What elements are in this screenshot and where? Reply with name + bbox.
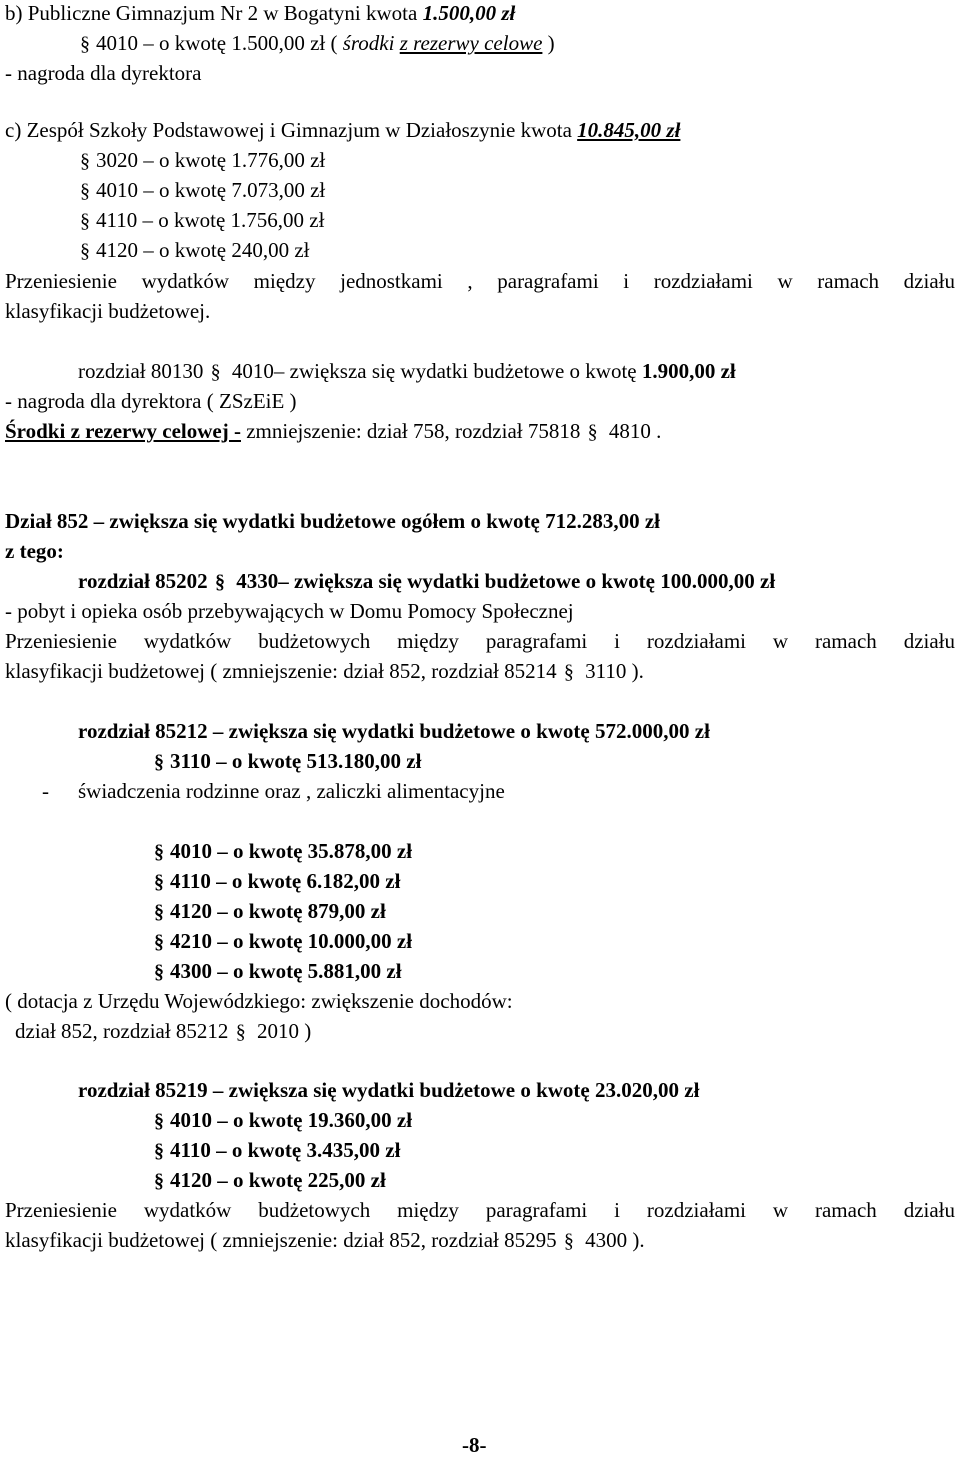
paragraph-icon: § [80,210,90,232]
list-item: § 4110 – o kwotę 3.435,00 zł [154,1138,401,1162]
paragraph-icon: § [154,901,164,923]
paragraph-icon: § [154,751,164,773]
paragraph-icon: § [80,240,90,262]
rozdzial-85212-note: świadczenia rodzinne oraz , zaliczki alimentacyjne [78,779,505,803]
paragraph-icon: § [80,180,90,202]
list-item: § 4210 – o kwotę 10.000,00 zł [154,929,413,953]
section-b-item: § 4010 – o kwotę 1.500,00 zł ( środki z rezerwy celowe ) [80,31,555,55]
section-b-heading [5,0,515,26]
page-number: -8- [462,1433,487,1457]
transfer-text: Przeniesienie wydatków między jednostkami , paragrafami i rozdziałami w ramach działu [5,269,955,293]
paragraph-icon: § [563,661,574,683]
list-item: § 4120 – o kwotę 225,00 zł [154,1168,386,1192]
paragraph-icon: § [80,150,90,172]
list-item: § 4120 – o kwotę 879,00 zł [154,899,386,923]
section-b-title: b) Publiczne Gimnazjum Nr 2 w Bogatyni kwota [5,1,423,25]
rozdzial-80130-note: - nagroda dla dyrektora ( ZSzEiE ) [5,389,297,413]
paragraph-icon: § [80,33,90,55]
transfer-text: Przeniesienie wydatków budżetowych między paragrafami i rozdziałami w ramach działu [5,629,955,653]
rozdzial-85219: rozdział 85219 – zwiększa się wydatki budżetowe o kwotę 23.020,00 zł [78,1078,700,1102]
dzial-852: Dział 852 – zwiększa się wydatki budżetowe ogółem o kwotę 712.283,00 zł [5,509,661,533]
rozdzial-85202-note: - pobyt i opieka osób przebywających w Domu Pomocy Społecznej [5,599,574,623]
list-item: § 4010 – o kwotę 35.878,00 zł [154,839,413,863]
paragraph-icon: § [235,1021,246,1043]
list-item: § 3020 – o kwotę 1.776,00 zł [80,148,326,172]
paragraph-icon: § [154,1140,164,1162]
paragraph-icon: § [154,961,164,983]
rozdzial-85202: rozdział 85202 § 4330– zwiększa się wydatki budżetowe o kwotę 100.000,00 zł [78,569,776,593]
list-item: § 4010 – o kwotę 19.360,00 zł [154,1108,413,1132]
reserve-source: Środki z rezerwy celowej - zmniejszenie: dział 758, rozdział 75818 § 4810 . [5,419,662,443]
paragraph-icon: § [587,421,598,443]
rozdzial-85212: rozdział 85212 – zwiększa się wydatki budżetowe o kwotę 572.000,00 zł [78,719,710,743]
list-item: § 4110 – o kwotę 1.756,00 zł [80,208,325,232]
rozdzial-80130: rozdział 80130 § 4010– zwiększa się wydatki budżetowe o kwotę 1.900,00 zł [78,359,736,383]
dotacja-text: ( dotacja z Urzędu Wojewódzkiego: zwiększenie dochodów: [5,989,513,1013]
paragraph-icon: § [214,571,225,593]
paragraph-icon: § [563,1230,574,1252]
paragraph-icon: § [154,841,164,863]
z-tego: z tego: [5,539,64,563]
list-item: § 4120 – o kwotę 240,00 zł [80,238,310,262]
paragraph-icon: § [210,361,221,383]
transfer-text-cont: klasyfikacji budżetowej. [5,299,211,323]
paragraph-icon: § [154,1110,164,1132]
section-c-heading: c) Zespół Szkoły Podstawowej i Gimnazjum w Działoszynie kwota 10.845,00 zł [5,118,681,142]
list-item: § 4110 – o kwotę 6.182,00 zł [154,869,401,893]
list-item: § 3110 – o kwotę 513.180,00 zł [154,749,422,773]
paragraph-icon: § [154,931,164,953]
paragraph-icon: § [154,1170,164,1192]
transfer-text-cont: klasyfikacji budżetowej ( zmniejszenie: dział 852, rozdział 85214 § 3110 ). [5,659,644,683]
transfer-text-cont: klasyfikacji budżetowej ( zmniejszenie: dział 852, rozdział 85295 § 4300 ). [5,1228,645,1252]
section-c-amount: 10.845,00 zł [577,118,681,142]
bullet-dash: - [42,779,49,803]
section-b-amount: 1.500,00 zł [422,1,516,25]
section-b-note: - nagroda dla dyrektora [5,61,202,85]
list-item: § 4010 – o kwotę 7.073,00 zł [80,178,326,202]
dotacja-text-cont: dział 852, rozdział 85212 § 2010 ) [15,1019,312,1043]
list-item: § 4300 – o kwotę 5.881,00 zł [154,959,402,983]
transfer-text: Przeniesienie wydatków budżetowych między paragrafami i rozdziałami w ramach działu [5,1198,955,1222]
paragraph-icon: § [154,871,164,893]
